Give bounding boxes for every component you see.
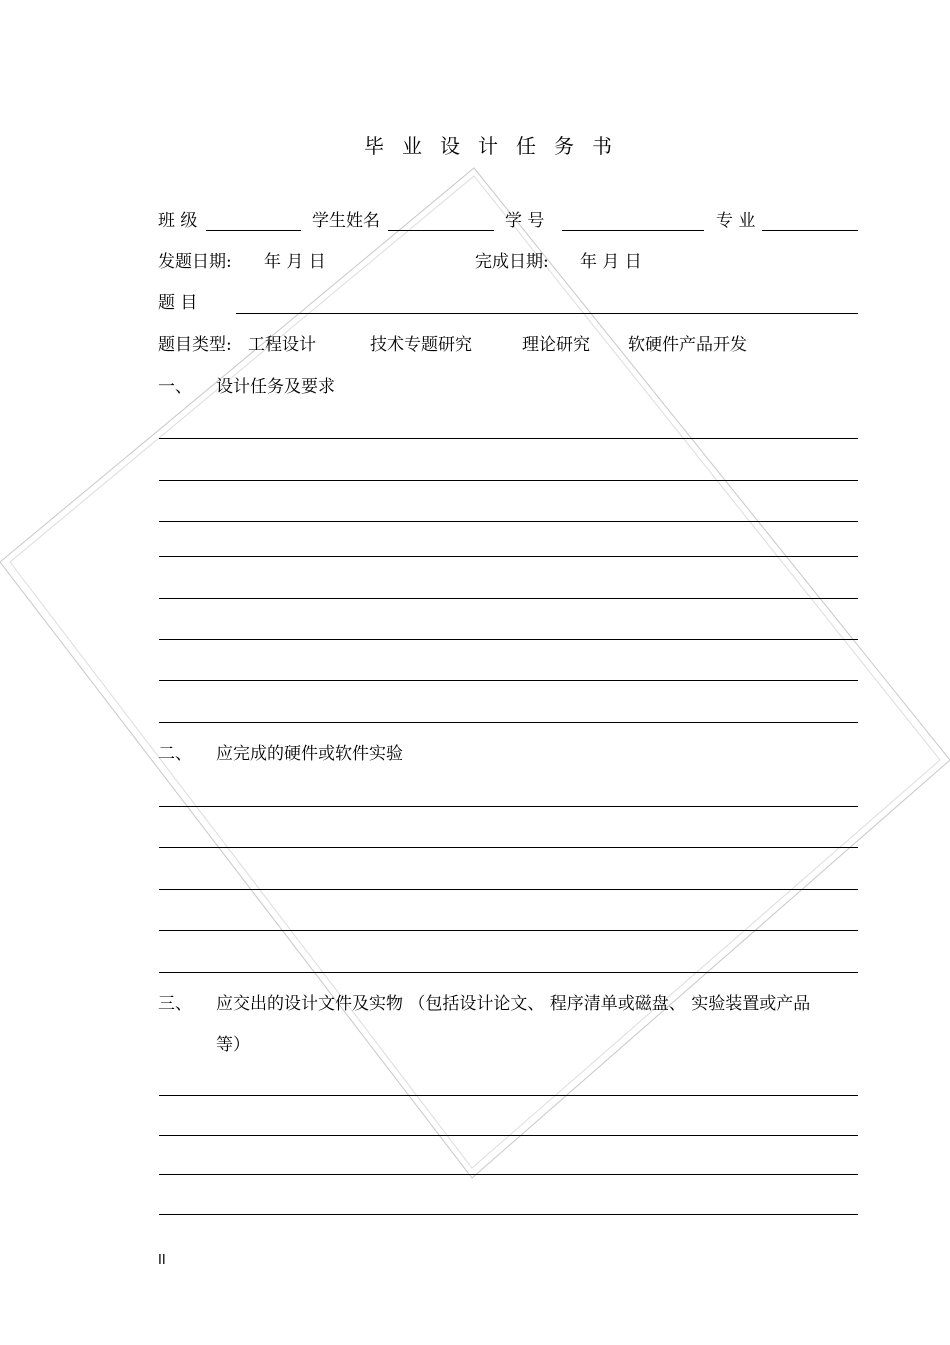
topic-label: 题 目 (158, 293, 198, 313)
page-number: II (158, 1253, 166, 1268)
writing-line[interactable] (159, 722, 858, 723)
section-3-heading-continued: 等） (216, 1035, 250, 1055)
finish-date-value: 年 月 日 (580, 252, 642, 272)
writing-line[interactable] (159, 972, 858, 973)
writing-line[interactable] (159, 1135, 858, 1136)
section-1-heading: 设计任务及要求 (216, 377, 335, 397)
class-label: 班 级 (158, 211, 198, 231)
section-2-heading: 应完成的硬件或软件实验 (216, 744, 403, 764)
writing-line[interactable] (159, 1095, 858, 1096)
student-id-field[interactable] (562, 230, 704, 231)
writing-line[interactable] (159, 889, 858, 890)
writing-line[interactable] (159, 806, 858, 807)
issue-date-value: 年 月 日 (264, 252, 326, 272)
page-title: 毕业设计任务书 (364, 134, 630, 158)
student-id-label: 学 号 (505, 211, 545, 231)
section-2-number: 二、 (158, 744, 192, 764)
issue-date-label: 发题日期: (158, 252, 232, 272)
topic-type-label: 题目类型: (158, 335, 232, 355)
writing-line[interactable] (159, 521, 858, 522)
writing-line[interactable] (159, 639, 858, 640)
topic-field[interactable] (236, 313, 858, 314)
section-3-heading: 应交出的设计文件及实物 （包括设计论文、 程序清单或磁盘、 实验装置或产品 (216, 994, 811, 1014)
section-3-number: 三、 (158, 994, 192, 1014)
section-1-number: 一、 (158, 377, 192, 397)
topic-type-option-theory[interactable]: 理论研究 (522, 335, 590, 355)
student-name-field[interactable] (388, 230, 494, 231)
major-label: 专 业 (716, 211, 756, 231)
writing-line[interactable] (159, 598, 858, 599)
writing-line[interactable] (159, 1214, 858, 1215)
topic-type-option-engineering[interactable]: 工程设计 (248, 335, 316, 355)
writing-line[interactable] (159, 556, 858, 557)
topic-type-option-tech-research[interactable]: 技术专题研究 (370, 335, 472, 355)
finish-date-label: 完成日期: (475, 252, 549, 272)
topic-type-option-product-dev[interactable]: 软硬件产品开发 (628, 335, 747, 355)
class-field[interactable] (206, 230, 301, 231)
writing-line[interactable] (159, 847, 858, 848)
writing-line[interactable] (159, 930, 858, 931)
writing-line[interactable] (159, 438, 858, 439)
writing-line[interactable] (159, 480, 858, 481)
writing-line[interactable] (159, 680, 858, 681)
major-field[interactable] (762, 230, 858, 231)
student-name-label: 学生姓名 (312, 211, 380, 231)
writing-line[interactable] (159, 1174, 858, 1175)
